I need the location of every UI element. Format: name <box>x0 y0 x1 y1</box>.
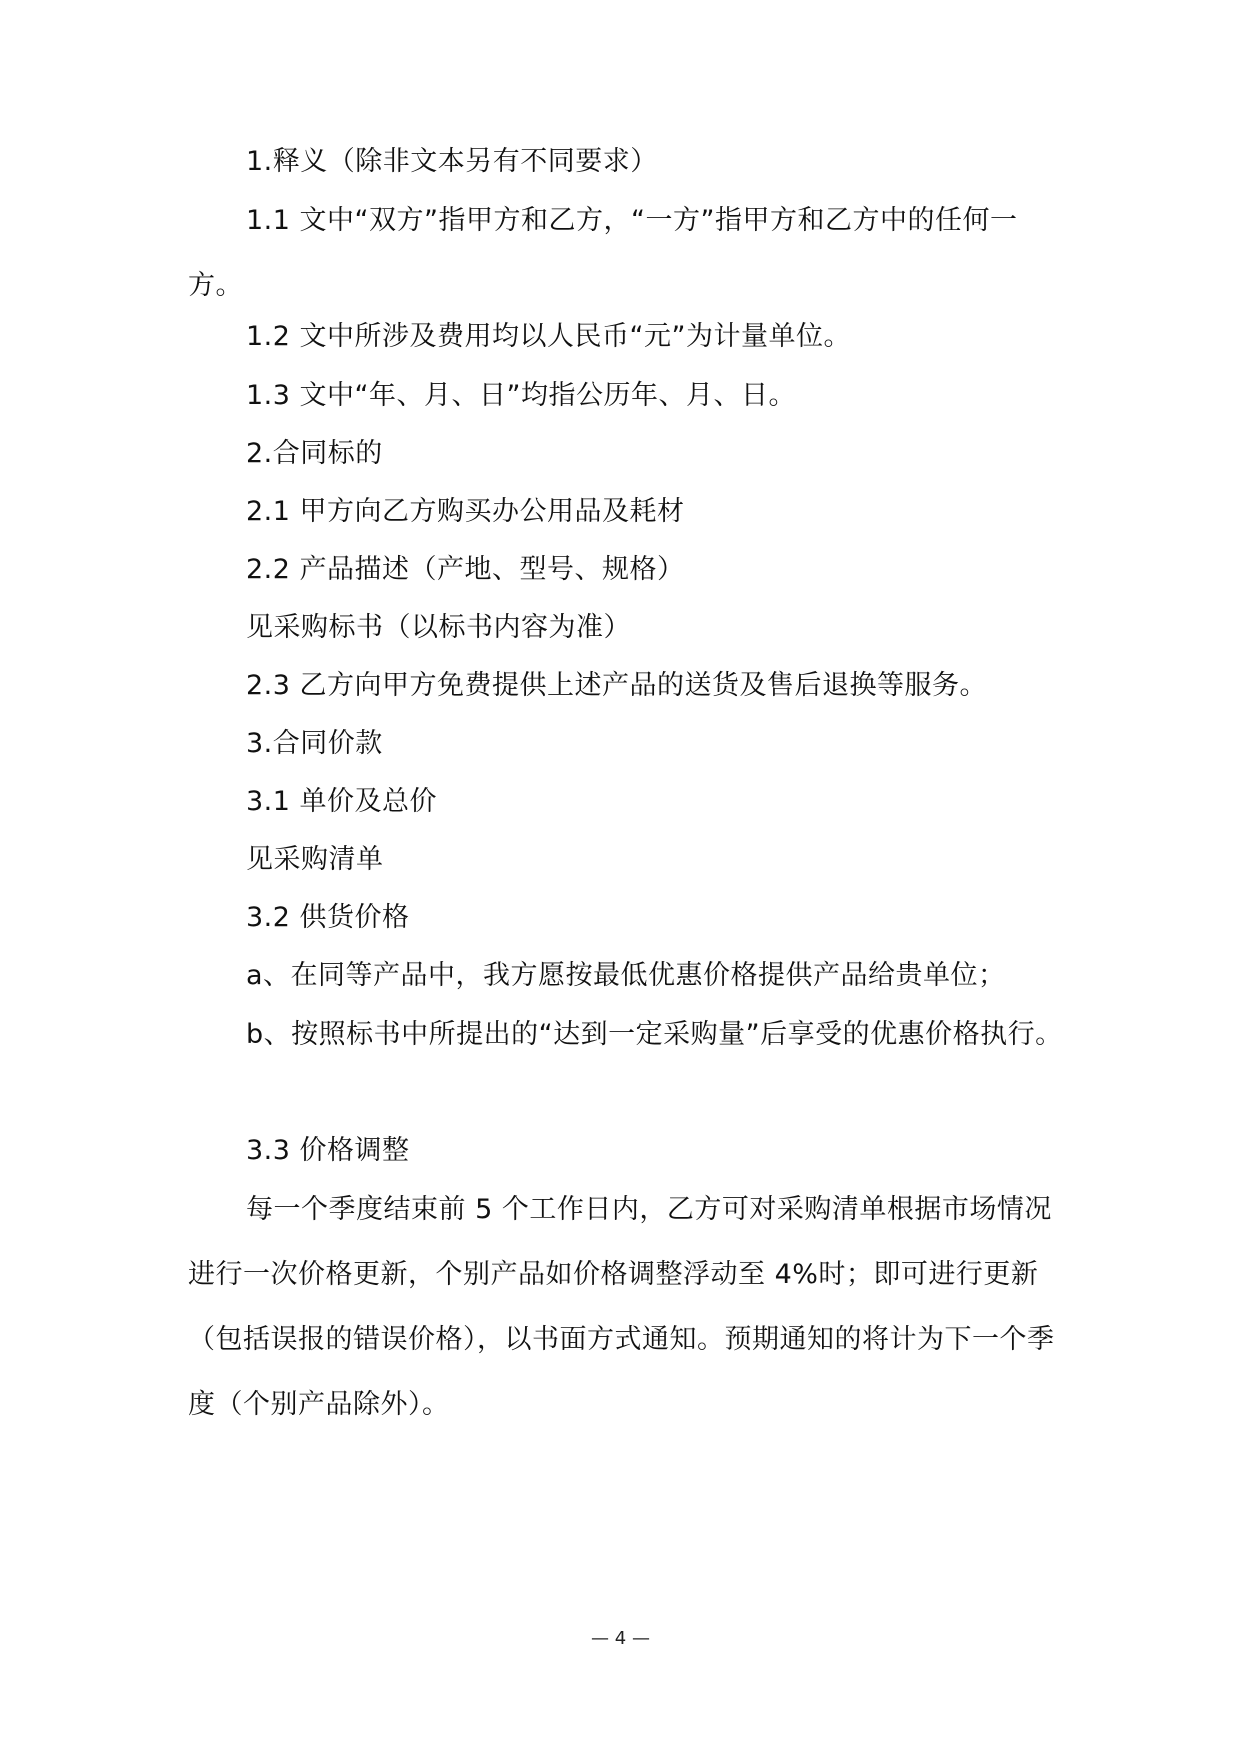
clause-2-3: 2.3 乙方向甲方免费提供上述产品的送货及售后退换等服务。 <box>246 670 988 701</box>
clause-3-2-a: a、在同等产品中，我方愿按最低优惠价格提供产品给贵单位； <box>246 960 1006 991</box>
clause-3-1: 3.1 单价及总价 <box>246 786 438 817</box>
clause-2-1: 2.1 甲方向乙方购买办公用品及耗材 <box>246 496 685 527</box>
clause-1-1: 1.1 文中“双方”指甲方和乙方，“一方”指甲方和乙方中的任何一方。 <box>188 205 1018 301</box>
clause-3-3-body: 每一个季度结束前 5 个工作日内，乙方可对采购清单根据市场情况进行一次价格更新，个别产品如价格调整浮动至 4%时；即可进行更新（包括误报的错误价格），以书面方式通知。预期通知的将计为下一个季度（个别产品除外）。 <box>188 1194 1055 1420</box>
clause-3-2-b: b、按照标书中所提出的“达到一定采购量”后享受的优惠价格执行。 <box>246 1019 1063 1050</box>
section-3-heading: 3.合同价款 <box>246 728 383 759</box>
clause-3-3: 3.3 价格调整 <box>246 1135 410 1166</box>
section-1-heading: 1.释义（除非文本另有不同要求） <box>246 146 658 177</box>
document-page <box>188 0 1068 1754</box>
clause-2-2: 2.2 产品描述（产地、型号、规格） <box>246 554 685 585</box>
clause-1-3: 1.3 文中“年、月、日”均指公历年、月、日。 <box>246 380 796 411</box>
clause-1-2: 1.2 文中所涉及费用均以人民币“元”为计量单位。 <box>246 321 851 352</box>
section-2-heading: 2.合同标的 <box>246 438 383 469</box>
clause-2-2-note: 见采购标书（以标书内容为准） <box>246 612 631 643</box>
clause-3-1-note: 见采购清单 <box>246 844 384 875</box>
clause-3-2: 3.2 供货价格 <box>246 902 410 933</box>
page-number: — 4 — <box>591 1628 650 1649</box>
